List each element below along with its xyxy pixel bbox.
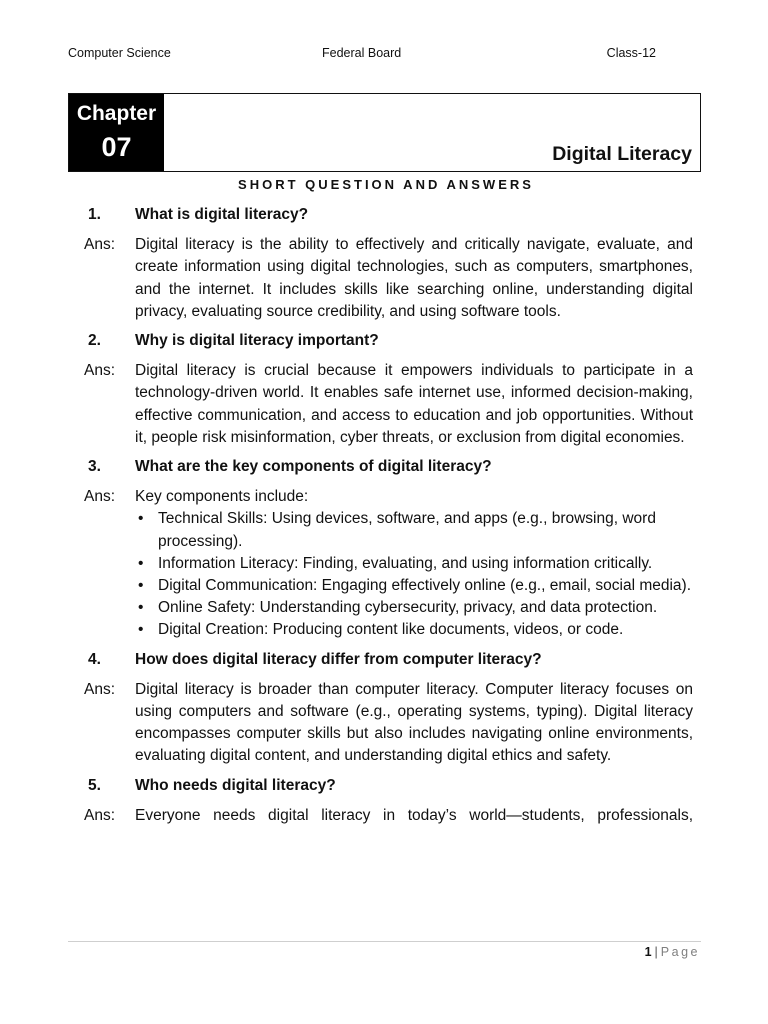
components-list bbox=[135, 508, 693, 641]
answer-text: Digital literacy is crucial because it empowers individuals to participate in a technology-driven world. It enables safe internet use, informed decision-making, effective communication, and access to education and job opportunities. Without it, people risk misinformation, cyber threats, or exclusion from digital economies. bbox=[135, 362, 693, 446]
list-item-text: Technical Skills: Using devices, software, and apps (e.g., browsing, word processing). bbox=[158, 510, 656, 550]
question-row bbox=[84, 456, 693, 478]
answer-label: Ans: bbox=[84, 488, 116, 506]
chapter-label: Chapter bbox=[76, 102, 157, 125]
answer-row bbox=[84, 486, 693, 641]
list-item bbox=[135, 597, 693, 619]
question-row bbox=[84, 775, 693, 797]
list-item bbox=[135, 508, 693, 552]
bullet-icon: • bbox=[138, 599, 144, 617]
header-board: Federal Board bbox=[322, 46, 402, 60]
question-text: Who needs digital literacy? bbox=[135, 776, 336, 794]
section-heading: SHORT QUESTION AND ANSWERS bbox=[238, 177, 534, 192]
answer-label: Ans: bbox=[84, 680, 116, 698]
page-number-separator: | bbox=[654, 945, 658, 959]
answer-text: Digital literacy is the ability to effectively and critically navigate, evaluate, and create information using digital technologies, such as computers, smartphones, and the internet. It includes skills like searching online, understanding digital privacy, evaluating source credibility, and using software tools. bbox=[135, 236, 693, 320]
question-row bbox=[84, 204, 693, 226]
question-row bbox=[84, 330, 693, 352]
bullet-icon: • bbox=[138, 577, 144, 595]
question-number: 3. bbox=[88, 458, 101, 476]
answer-label: Ans: bbox=[84, 362, 116, 380]
list-item-text: Digital Communication: Engaging effectively online (e.g., email, social media). bbox=[158, 577, 692, 595]
answer-text: Digital literacy is broader than computer literacy. Computer literacy focuses on using computers and software (e.g., operating systems, typing). Digital literacy encompasses computer skills but also includes navigating online environments, evaluating digital content, and understanding digital ethics and safety. bbox=[135, 680, 693, 765]
question-number: 5. bbox=[88, 776, 101, 794]
question-text: Why is digital literacy important? bbox=[135, 332, 379, 350]
answer-text: Everyone needs digital literacy in today’s world—students, professionals, bbox=[135, 806, 693, 824]
footer-divider bbox=[68, 941, 701, 942]
answer-row bbox=[84, 360, 693, 449]
bullet-icon: • bbox=[138, 510, 144, 528]
answer-label: Ans: bbox=[84, 236, 116, 254]
page-word: Page bbox=[660, 945, 700, 959]
qa-content bbox=[84, 204, 693, 834]
header-subject: Computer Science bbox=[68, 46, 171, 60]
page-header bbox=[68, 46, 656, 64]
chapter-title: Digital Literacy bbox=[552, 143, 692, 165]
question-number: 2. bbox=[88, 332, 101, 350]
answer-label: Ans: bbox=[84, 806, 116, 824]
list-item-text: Digital Creation: Producing content like documents, videos, or code. bbox=[158, 621, 624, 639]
bullet-icon: • bbox=[138, 621, 144, 639]
answer-row bbox=[84, 234, 693, 323]
header-class: Class-12 bbox=[606, 46, 656, 60]
question-number: 4. bbox=[88, 650, 101, 668]
answer-text: Key components include: bbox=[135, 488, 309, 506]
chapter-badge bbox=[69, 94, 164, 171]
list-item-text: Online Safety: Understanding cybersecurity, privacy, and data protection. bbox=[158, 599, 658, 617]
list-item bbox=[135, 619, 693, 641]
question-text: How does digital literacy differ from computer literacy? bbox=[135, 650, 542, 668]
list-item bbox=[135, 553, 693, 575]
question-text: What is digital literacy? bbox=[135, 206, 309, 223]
list-item-text: Information Literacy: Finding, evaluating, and using information critically. bbox=[158, 554, 653, 572]
list-item bbox=[135, 575, 693, 597]
page-number-value: 1 bbox=[644, 945, 652, 959]
question-number: 1. bbox=[88, 206, 101, 223]
question-row bbox=[84, 649, 693, 671]
answer-block bbox=[135, 486, 693, 641]
answer-row bbox=[84, 805, 693, 827]
question-text: What are the key components of digital literacy? bbox=[135, 458, 492, 476]
chapter-banner bbox=[68, 93, 701, 172]
bullet-icon: • bbox=[138, 554, 144, 572]
answer-row bbox=[84, 679, 693, 768]
chapter-number: 07 bbox=[101, 132, 132, 162]
page-number bbox=[645, 945, 700, 959]
